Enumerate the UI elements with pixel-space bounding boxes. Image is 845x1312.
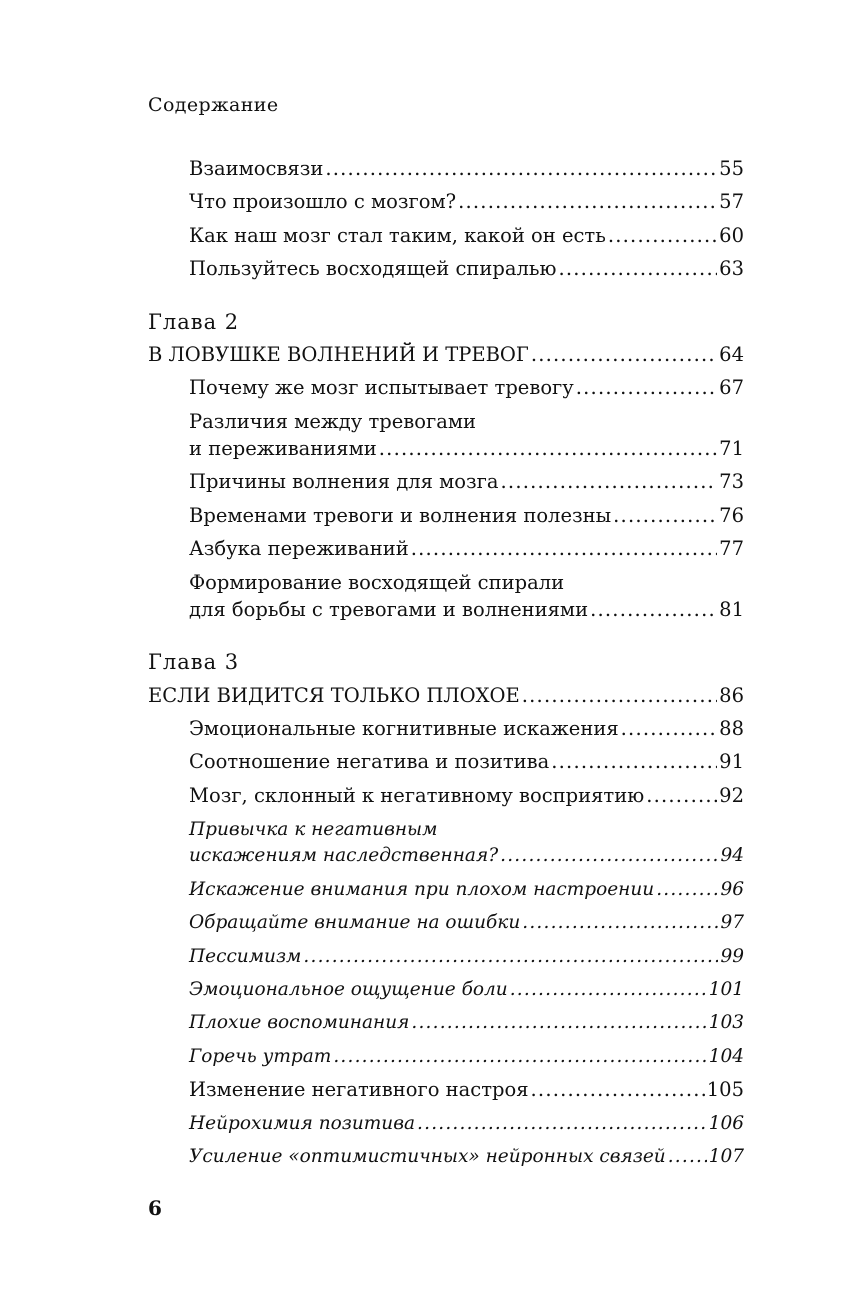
toc-entry-page: 96 — [720, 879, 744, 900]
toc-entry — [189, 432, 744, 465]
toc-entry — [189, 1040, 744, 1073]
toc-entry-title: Пессимизм — [189, 946, 302, 967]
toc-entry-page: 77 — [719, 537, 744, 560]
toc-entry-page: 86 — [719, 684, 744, 707]
leader-dots — [531, 1073, 705, 1106]
toc-entry-page: 73 — [719, 470, 744, 493]
toc-entry-title: Изменение негативного настроя — [189, 1078, 529, 1101]
toc-entry-page: 63 — [719, 257, 744, 280]
toc-entry-page: 99 — [720, 946, 744, 967]
toc-entry-title: Почему же мозг испытывает тревогу — [189, 376, 574, 399]
leader-dots — [303, 940, 718, 973]
toc-entry — [189, 745, 744, 778]
toc-entry — [189, 779, 744, 812]
leader-dots — [458, 185, 717, 218]
toc-entry-page: 81 — [719, 598, 744, 621]
toc-entry-title: Искажение внимания при плохом настроении — [189, 879, 655, 900]
toc-entry-title: искажениям наследственная? — [189, 845, 499, 866]
toc-entry-page: 60 — [719, 224, 744, 247]
toc-entry-page: 107 — [708, 1146, 744, 1167]
toc-entry-page: 57 — [719, 190, 744, 213]
toc-entry-title: Эмоциональное ощущение боли — [189, 979, 508, 1000]
leader-dots — [608, 219, 717, 252]
toc-entry-page: 94 — [720, 845, 744, 866]
leader-dots — [613, 499, 717, 532]
toc-entry-title: Соотношение негатива и позитива — [189, 750, 550, 773]
leader-dots — [500, 839, 718, 872]
toc-entry — [189, 1073, 744, 1106]
leader-dots — [510, 973, 707, 1006]
leader-dots — [333, 1040, 706, 1073]
toc-entry — [189, 185, 744, 218]
leader-dots — [551, 745, 717, 778]
chapter-title-entry — [148, 338, 744, 371]
toc-entry-page: 92 — [719, 784, 744, 807]
toc-entry-page: 97 — [720, 912, 744, 933]
leader-dots — [656, 873, 718, 906]
leader-dots — [379, 432, 717, 465]
toc-entry — [189, 371, 744, 404]
toc-entry-title: Усиление «оптимистичных» нейронных связей — [189, 1146, 666, 1167]
toc-entry-page: 101 — [708, 979, 744, 1000]
toc-entry-title: Пользуйтесь восходящей спиралью — [189, 257, 557, 280]
toc-entry-page: 76 — [719, 504, 744, 527]
toc-entry-title: для борьбы с тревогами и волнениями — [189, 598, 589, 621]
toc-entry — [189, 839, 744, 872]
toc-entry-page: 67 — [719, 376, 744, 399]
toc-entry-title: и переживаниями — [189, 437, 377, 460]
toc-entry-title: Взаимосвязи — [189, 157, 324, 180]
toc-entry-title: Обращайте внимание на ошибки — [189, 912, 521, 933]
chapter-label: Глава 2 — [148, 310, 240, 334]
leader-dots — [522, 679, 717, 712]
leader-dots — [417, 1107, 707, 1140]
toc-entry-page: 64 — [719, 343, 744, 366]
leader-dots — [531, 338, 717, 371]
toc-entry — [189, 219, 744, 252]
toc-entry — [189, 593, 744, 626]
leader-dots — [522, 906, 718, 939]
toc-entry-title: Временами тревоги и волнения полезны — [189, 504, 612, 527]
toc-entry-page: 104 — [708, 1046, 744, 1067]
toc-entry — [189, 252, 744, 285]
toc-entry — [189, 1107, 744, 1140]
leader-dots — [646, 779, 717, 812]
toc-entry — [189, 152, 744, 185]
chapter-title: В ЛОВУШКЕ ВОЛНЕНИЙ И ТРЕВОГ — [148, 343, 529, 366]
toc-entry — [189, 712, 744, 745]
toc-entry-page: 55 — [719, 157, 744, 180]
leader-dots — [576, 371, 717, 404]
toc-entry — [189, 906, 744, 939]
toc-entry — [189, 499, 744, 532]
toc-entry — [189, 940, 744, 973]
toc-entry-title: Нейрохимия позитива — [189, 1113, 416, 1134]
toc-entry — [189, 973, 744, 1006]
toc-entry-title: Причины волнения для мозга — [189, 470, 499, 493]
leader-dots — [668, 1140, 707, 1173]
running-head: Содержание — [148, 94, 279, 116]
leader-dots — [621, 712, 718, 745]
toc-entry-title: Плохие воспоминания — [189, 1012, 410, 1033]
toc-entry — [189, 532, 744, 565]
toc-entry-title-line: Формирование восходящей спирали — [189, 571, 565, 594]
toc-entry-page: 106 — [708, 1113, 744, 1134]
toc-entry-title: Что произошло с мозгом? — [189, 190, 457, 213]
leader-dots — [411, 1006, 706, 1039]
toc-entry-page: 103 — [708, 1012, 744, 1033]
chapter-title: ЕСЛИ ВИДИТСЯ ТОЛЬКО ПЛОХОЕ — [148, 684, 520, 707]
page-number: 6 — [148, 1196, 162, 1220]
toc-entry-title: Эмоциональные когнитивные искажения — [189, 717, 619, 740]
toc-entry — [189, 465, 744, 498]
toc-entry — [189, 1140, 744, 1173]
toc-entry-title: Азбука переживаний — [189, 537, 409, 560]
toc-entry-page: 105 — [706, 1078, 744, 1101]
leader-dots — [501, 465, 718, 498]
toc-entry-page: 88 — [719, 717, 744, 740]
toc-entry-title-line: Различия между тревогами — [189, 410, 477, 433]
toc-entry — [189, 1006, 744, 1039]
leader-dots — [590, 593, 717, 626]
toc-entry-title-line: Привычка к негативным — [189, 819, 438, 840]
toc-entry-page: 71 — [719, 437, 744, 460]
chapter-title-entry — [148, 679, 744, 712]
toc-entry — [189, 873, 744, 906]
toc-entry-title: Как наш мозг стал таким, какой он есть — [189, 224, 606, 247]
toc-entry-page: 91 — [719, 750, 744, 773]
leader-dots — [411, 532, 717, 565]
toc-entry-title: Мозг, склонный к негативному восприятию — [189, 784, 645, 807]
toc-entry-title: Горечь утрат — [189, 1046, 332, 1067]
leader-dots — [325, 152, 717, 185]
leader-dots — [558, 252, 717, 285]
chapter-label: Глава 3 — [148, 650, 240, 674]
